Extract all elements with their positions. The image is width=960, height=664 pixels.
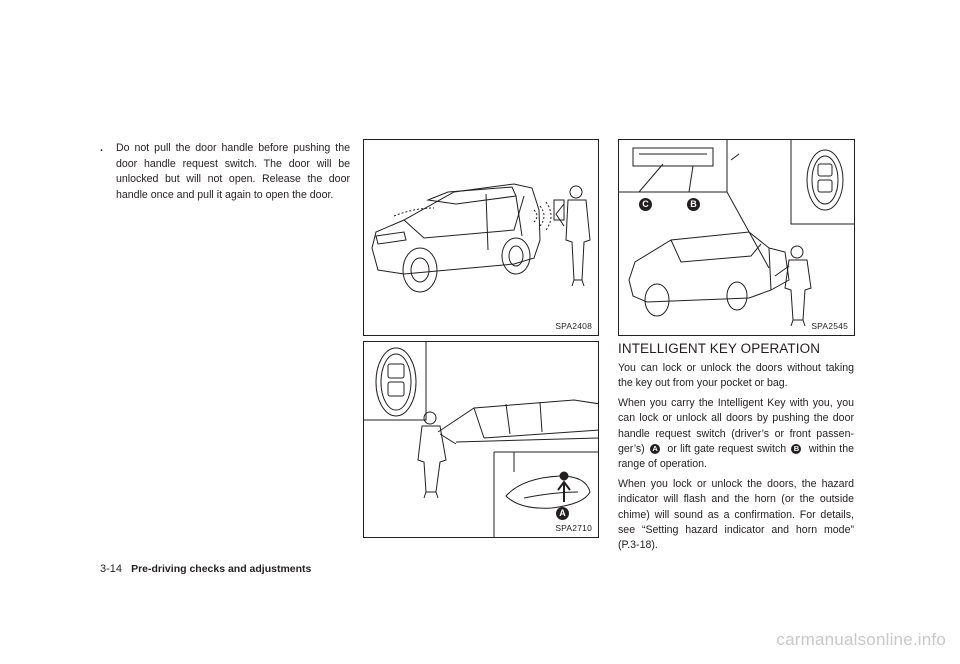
- figure-spa2710: [363, 341, 599, 538]
- bullet-item: [100, 141, 350, 203]
- figure-spa2408: [363, 139, 599, 336]
- paragraph-2: [618, 396, 854, 473]
- figure-code: SPA2545: [811, 321, 848, 331]
- left-column: [100, 141, 350, 203]
- callout-c-marker: C: [639, 198, 652, 211]
- section-heading: INTELLIGENT KEY OPERATION: [618, 341, 821, 356]
- figure-code: SPA2408: [555, 321, 592, 331]
- callout-a-marker: A: [556, 507, 569, 520]
- ref-b-marker: B: [791, 444, 801, 454]
- figure-code: SPA2710: [555, 523, 592, 533]
- liftgate-illustration: [619, 140, 855, 336]
- right-column: [618, 341, 854, 558]
- bullet-marker: .: [100, 142, 103, 154]
- bullet-text: Do not pull the door handle before pushing the door handle request switch. The door will be unlocked but will not open. Release the door handle once and pull it again to open the door.: [116, 142, 350, 201]
- callout-b-marker: B: [687, 198, 700, 211]
- page-number: 3-14: [100, 563, 123, 575]
- paragraph-2-end: within the range of operation.: [618, 443, 854, 471]
- paragraph-1: You can lock or unlock the doors without taking the key out from your pocket or bag.: [618, 362, 854, 390]
- paragraph-2-start: When you carry the Intelligent Key with you, you can lock or unlock all doors by pushing the door handle request switch (driver’s or front passen-ger’s): [618, 396, 854, 456]
- page-footer: [100, 563, 311, 575]
- ref-a-marker: A: [650, 444, 660, 454]
- minivan-side-illustration: [364, 140, 599, 336]
- paragraph-2-mid: or lift gate request switch: [667, 443, 787, 456]
- watermark: carmanualsonline.info: [776, 630, 946, 649]
- paragraph-3: When you lock or unlock the doors, the hazard indicator will flash and the horn (or the outside chime) will sound as a confirmation. For details, see “Setting hazard indicator and horn mode” (P.3-18).: [618, 477, 854, 552]
- figure-spa2545: [618, 139, 855, 336]
- footer-section-title: Pre-driving checks and adjustments: [131, 563, 312, 575]
